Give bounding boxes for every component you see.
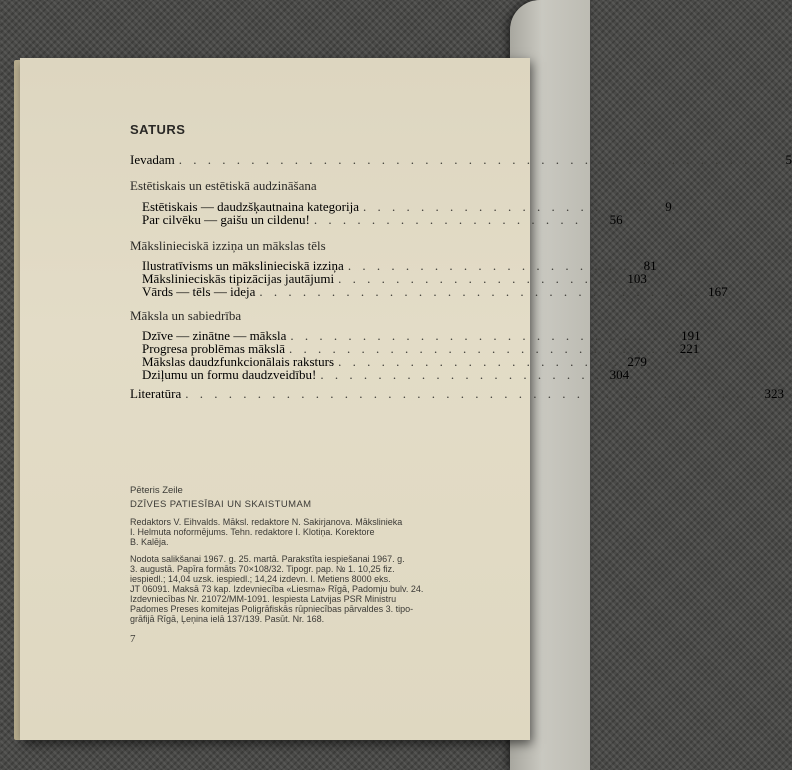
- toc-entry: [142, 284, 728, 300]
- toc-entry-label: Literatūra: [130, 386, 182, 401]
- contents-heading: SATURS: [130, 122, 186, 137]
- toc-page-number: 323: [764, 386, 784, 401]
- imprint-editors-line: I. Helmuta noformējums. Tehn. redaktore I. Klotiņa. Korektore: [130, 527, 375, 537]
- page-number: 7: [130, 633, 136, 645]
- section-title: Māksla un sabiedrība: [130, 308, 242, 323]
- leader-dots: . . . . . . . . . . . . . . . . . . . .: [362, 199, 646, 214]
- toc-page-number: 103: [627, 271, 647, 286]
- leader-dots: . . . . . . . . . . . . . . . . . . . .: [320, 367, 604, 382]
- leader-dots: . . . . . . . . . . . . . . . . . . . . . . . . . . .: [290, 328, 675, 343]
- toc-page-number: 5: [785, 152, 792, 167]
- imprint-author: Pēteris Zeile: [130, 485, 183, 496]
- toc-entry: [130, 386, 784, 402]
- leader-dots: . . . . . . . . . . . . . . . . . . . .: [338, 354, 621, 369]
- toc-entry-label: Mākslinieciskās tipizācijas jautājumi: [142, 271, 335, 286]
- book-page: [20, 58, 792, 740]
- leader-dots: . . . . . . . . . . . . . . . . . . . . . . . . . . . . . . .: [259, 284, 702, 299]
- toc-entry-label: Ievadam: [130, 152, 175, 167]
- toc-entry-label: Mākslas daudzfunkcionālais raksturs: [142, 354, 335, 369]
- imprint-details-line: iespiedl.; 14,04 uzsk. iespiedl.; 14,24 izdevn. l. Metiens 8000 eks.: [130, 574, 391, 584]
- toc-page-number: 221: [679, 341, 700, 356]
- section-title: Estētiskais un estētiskā audzināšana: [130, 178, 317, 193]
- toc-page-number: 279: [627, 354, 647, 369]
- toc-entry-label: Progresa problēmas mākslā: [142, 341, 285, 356]
- section-title: Mākslinieciskā izziņa un mākslas tēls: [130, 238, 326, 253]
- leader-dots: . . . . . . . . . . . . . . . . . . . . . . . . . . . . . . . . . . . . . . . .: [185, 386, 758, 401]
- toc-entry-label: Dzīve — zinātne — māksla: [142, 328, 287, 343]
- imprint-details-line: Izdevniecības Nr. 21072/MM-1091. Iespiesta Latvijas PSR Ministru: [130, 594, 397, 604]
- leader-dots: . . . . . . . . . . . . . . . . . . . . . . . . . . .: [288, 341, 674, 356]
- toc-page-number: 191: [681, 328, 701, 343]
- leader-dots: . . . . . . . . . . . . . . . . . . . .: [338, 271, 621, 286]
- toc-page-number: 9: [665, 199, 672, 214]
- toc-entry: [142, 367, 630, 383]
- leader-dots: . . . . . . . . . . . . . . . . . . . .: [313, 212, 597, 227]
- imprint-details-line: grāfijā Rīgā, Ļeņina ielā 137/139. Pasūt. Nr. 168.: [130, 614, 325, 624]
- toc-entry-label: Par cilvēku — gaišu un cildenu!: [142, 212, 310, 227]
- imprint-editors-line: B. Kalēja.: [130, 537, 169, 547]
- toc-entry: [142, 212, 623, 228]
- toc-page-number: 81: [643, 258, 657, 273]
- leader-dots: . . . . . . . . . . . . . . . . . . . .: [347, 258, 631, 273]
- toc-entry-label: Vārds — tēls — ideja: [142, 284, 256, 299]
- toc-entry-label: Ilustratīvisms un mākslinieciskā izziņa: [142, 258, 344, 273]
- toc-entry-label: Estētiskais — daudzšķautnaina kategorija: [142, 199, 359, 214]
- imprint-book-title: DZĪVES PATIESĪBAI UN SKAISTUMAM: [130, 499, 312, 510]
- toc-page-number: 56: [609, 212, 623, 227]
- imprint-details-line: JT 06091. Maksā 73 kap. Izdevniecība «Liesma» Rīgā, Padomju bulv. 24.: [130, 584, 424, 594]
- toc-entry: [130, 152, 792, 168]
- imprint-details-line: Padomes Preses komitejas Poligrāfiskās rūpniecības pārvaldes 3. tipo-: [130, 604, 414, 614]
- toc-page-number: 304: [609, 367, 630, 382]
- toc-entry-label: Dziļumu un formu daudzveidību!: [142, 367, 317, 382]
- imprint-details-line: 3. augustā. Papīra formāts 70×108/32. Tipogr. pap. № 1. 10,25 fiz.: [130, 564, 395, 574]
- imprint-details-line: Nodota salikšanai 1967. g. 25. martā. Parakstīta iespiešanai 1967. g.: [130, 554, 405, 564]
- imprint-editors-line: Redaktors V. Eihvalds. Māksl. redaktore N. Sakirjanova. Mākslinieka: [130, 517, 403, 527]
- leader-dots: . . . . . . . . . . . . . . . . . . . . . . . . . . . . . . . . . . . . . . . . .: [178, 152, 767, 167]
- toc-page-number: 167: [708, 284, 728, 299]
